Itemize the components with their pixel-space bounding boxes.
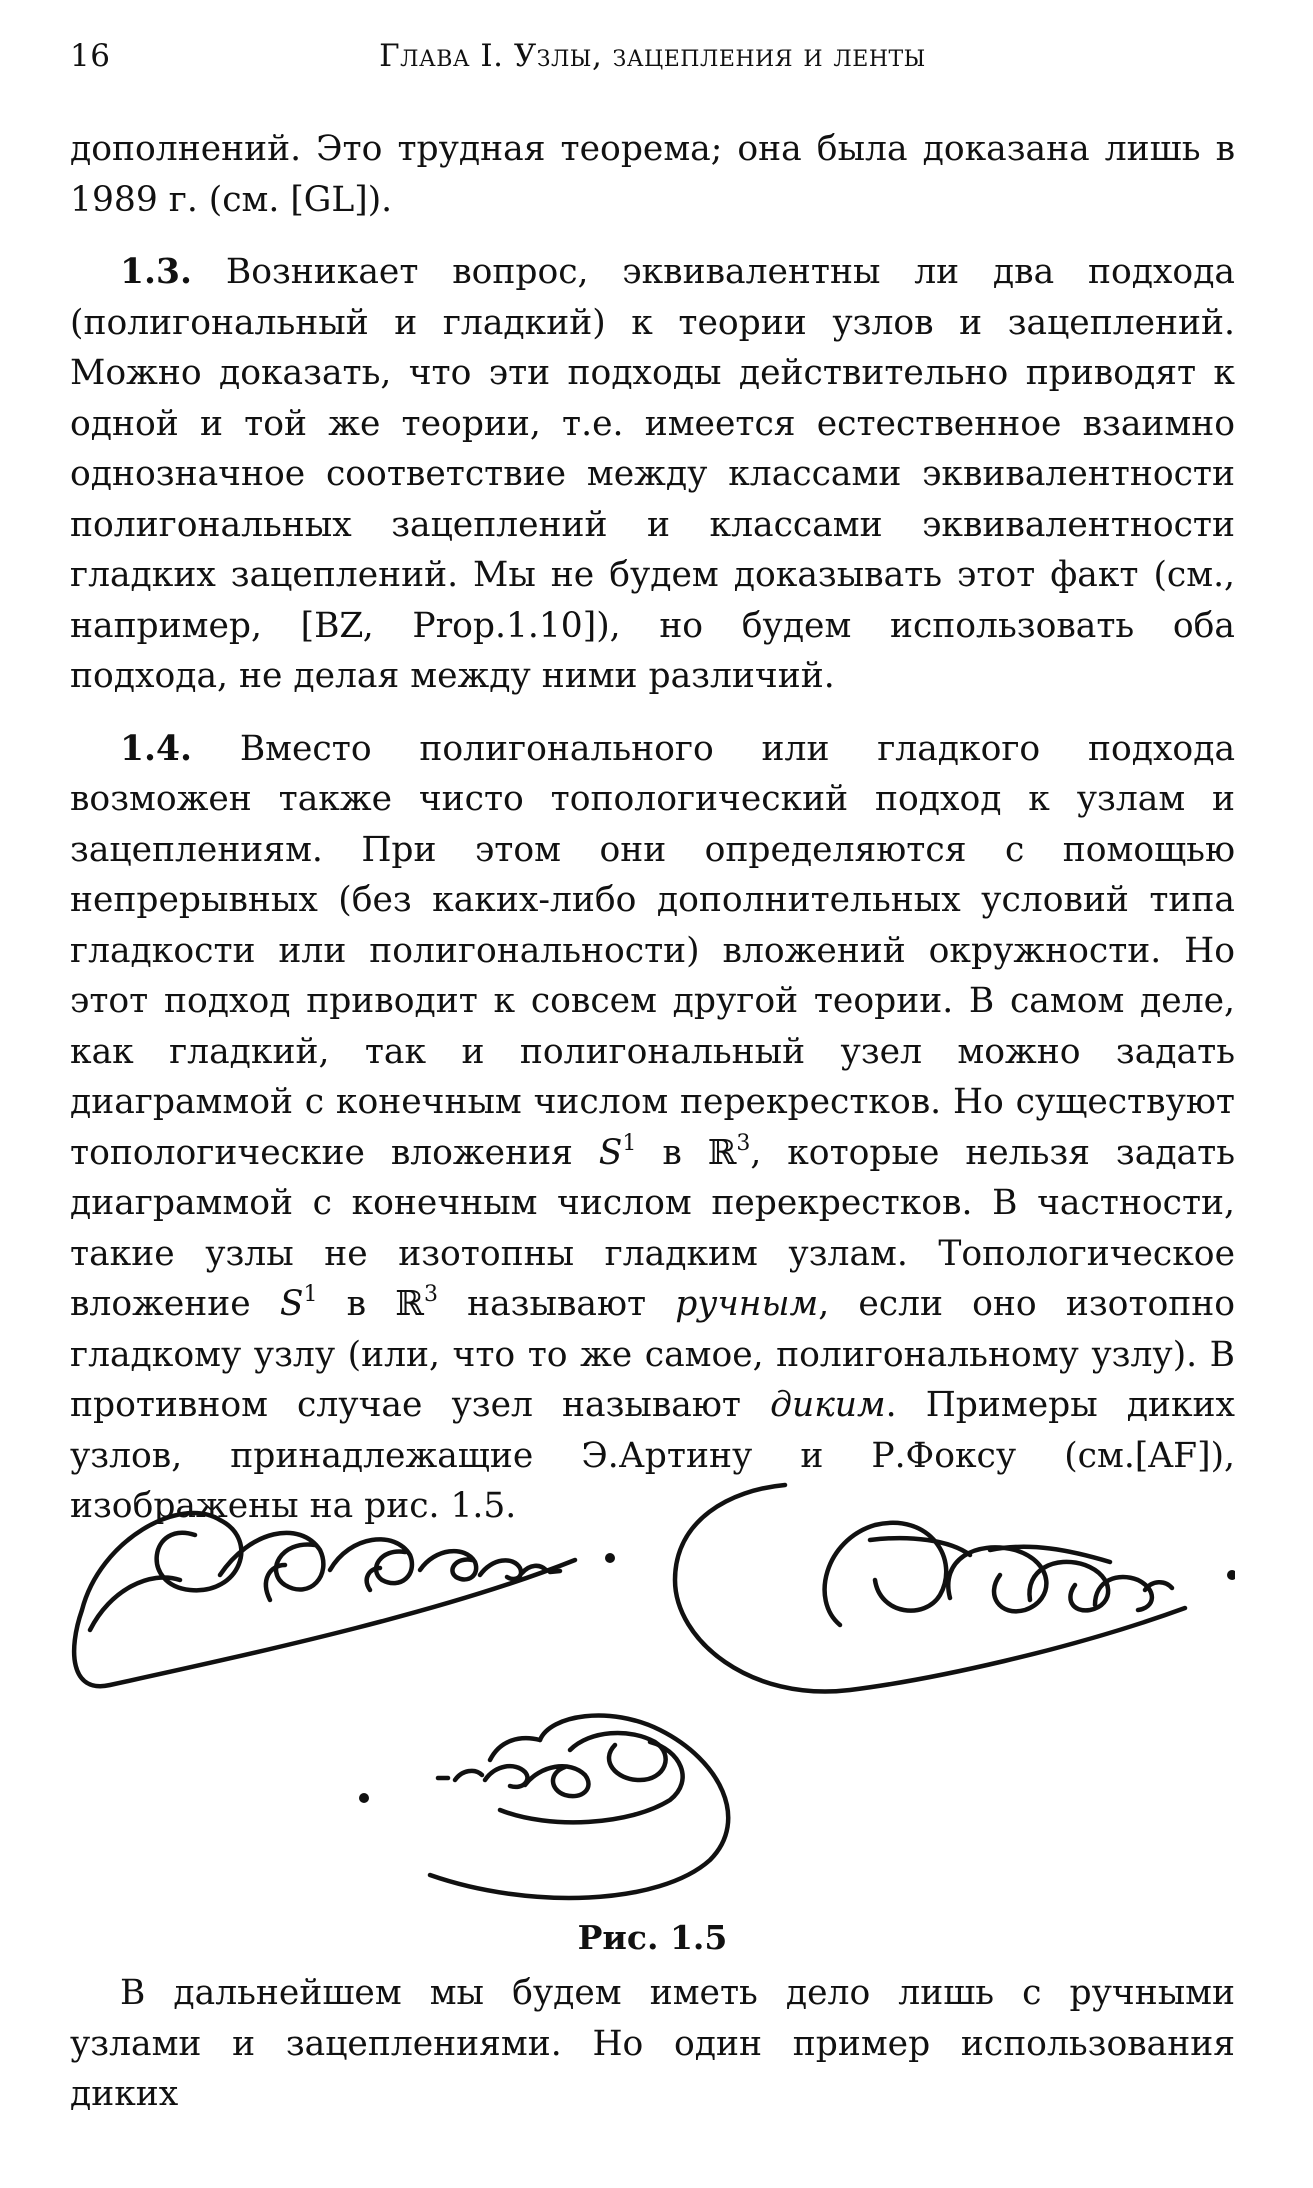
paragraph-continued: дополнений. Это трудная теорема; она была доказана лишь в 1989 г. (см. [GL]).: [70, 129, 1235, 220]
section-label-1-3: 1.3.: [120, 252, 193, 292]
word-in: в: [346, 1284, 367, 1324]
book-page: [70, 0, 1235, 2188]
math-sup: 3: [736, 1130, 751, 1156]
paragraph-1-4-text-b: , которые нельзя задать диаграммой с конечным числом перекрестков. В частности, такие узлы не изотопны гладким узлам. Топологическое вложение: [70, 1132, 1235, 1324]
word-in: в: [662, 1132, 682, 1173]
section-label-1-4: 1.4.: [120, 728, 193, 769]
wild-knot-2-drawing: [675, 1485, 1185, 1692]
math-R: ℝ: [707, 1132, 737, 1173]
limit-point-dot: [605, 1553, 615, 1563]
figure-wild-knots: [70, 1480, 1235, 1910]
wild-knot-3-drawing: [430, 1716, 728, 1898]
math-R: ℝ: [395, 1284, 424, 1324]
math-sup: 1: [622, 1130, 637, 1156]
math-S: S: [279, 1284, 304, 1324]
figure-caption: Рис. 1.5: [577, 1918, 728, 1957]
paragraph-1-4-text-e: . Примеры диких узлов, принадлежащие Э.Артину и Р.Фоксу (см.[AF]), изображены на рис. 1.5.: [70, 1385, 1236, 1526]
limit-point-dot: [1227, 1570, 1235, 1580]
paragraph-tail: В дальнейшем мы будем иметь дело лишь с ручными узлами и зацеплениями. Но один пример использования диких: [70, 1973, 1235, 2114]
paragraph-1-4-text-d: , если оно изотопно гладкому узлу (или, что то же самое, полигональному узлу). В противном случае узел называют: [70, 1284, 1236, 1425]
math-sup: 3: [423, 1282, 438, 1307]
paragraph-1-4-text-a: Вместо полигонального или гладкого подхода возможен также чисто топологический подход к узлам и зацеплениям. При этом они определяются с помощью непрерывных (без каких-либо дополнительных условий типа гладкости или полигональности) вложений окружности. Но этот подход приводит к совсем другой теории. В самом деле, как гладкий, так и полигональный узел можно задать диаграммой с конечным числом перекрестков. Но существуют топологические вложения: [70, 728, 1236, 1173]
page-header: [70, 38, 1235, 88]
paragraph-1-4-text-c: называют: [467, 1284, 647, 1324]
limit-point-dot: [359, 1793, 369, 1803]
math-sup: 1: [303, 1282, 318, 1307]
math-S: S: [598, 1132, 623, 1173]
running-head: Глава I. Узлы, зацепления и ленты: [379, 38, 926, 74]
paragraph-1-3-text: Возникает вопрос, эквивалентны ли два подхода (полигональный и гладкий) к теории узлов и зацеплений. Можно доказать, что эти подходы действительно приводят к одной и той же теории, т.е. имеется естественное взаимно однозначное соответствие между классами эквивалентности полигональных зацеплений и классами эквивалентности гладких зацеплений. Мы не будем доказывать этот факт (см., например, [BZ, Prop.1.10]), но будем использовать оба подхода, не делая между ними различий.: [70, 252, 1235, 696]
tail-text: [70, 1968, 1235, 2120]
main-text: [70, 124, 1235, 1532]
page-number: 16: [70, 38, 111, 74]
term-wild: диким: [770, 1385, 886, 1425]
paragraph-1-4: [70, 724, 1235, 1532]
paragraph-1-3: [70, 247, 1235, 702]
wild-knot-1-drawing: [74, 1513, 575, 1686]
term-tame: ручным: [675, 1284, 819, 1324]
